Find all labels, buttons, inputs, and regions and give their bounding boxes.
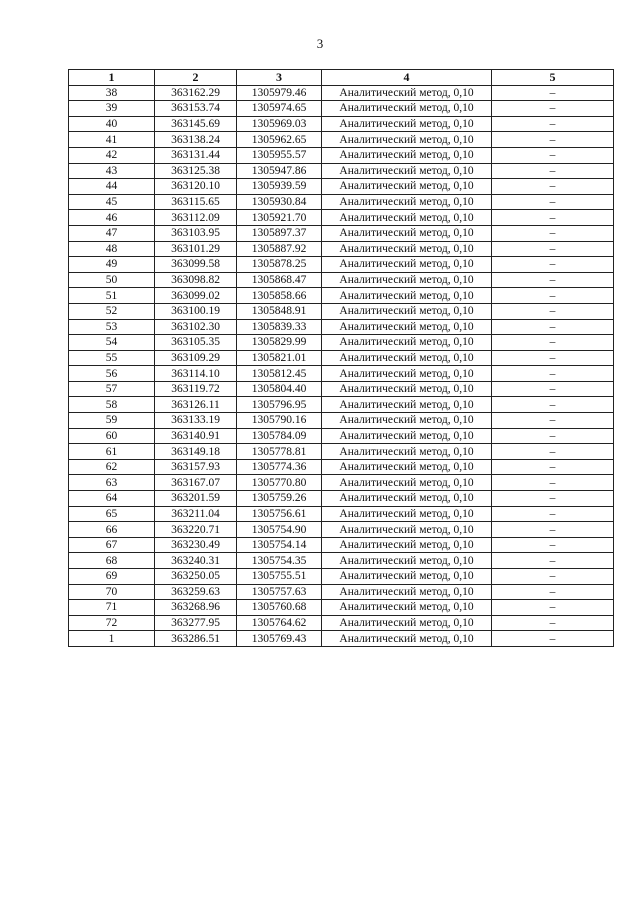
x-coordinate-cell: 363098.82 xyxy=(155,272,237,288)
x-coordinate-cell: 363259.63 xyxy=(155,584,237,600)
point-number-cell: 41 xyxy=(69,132,155,148)
note-cell: – xyxy=(492,491,614,507)
note-cell: – xyxy=(492,225,614,241)
method-cell: Аналитический метод, 0,10 xyxy=(322,522,492,538)
y-coordinate-cell: 1305839.33 xyxy=(237,319,322,335)
note-cell: – xyxy=(492,194,614,210)
method-cell: Аналитический метод, 0,10 xyxy=(322,350,492,366)
table-row xyxy=(69,428,614,444)
y-coordinate-cell: 1305878.25 xyxy=(237,257,322,273)
note-cell: – xyxy=(492,335,614,351)
table-row xyxy=(69,444,614,460)
method-cell: Аналитический метод, 0,10 xyxy=(322,210,492,226)
point-number-cell: 70 xyxy=(69,584,155,600)
note-cell: – xyxy=(492,116,614,132)
y-coordinate-cell: 1305778.81 xyxy=(237,444,322,460)
note-cell: – xyxy=(492,288,614,304)
note-cell: – xyxy=(492,132,614,148)
table-row xyxy=(69,303,614,319)
method-cell: Аналитический метод, 0,10 xyxy=(322,241,492,257)
note-cell: – xyxy=(492,163,614,179)
note-cell: – xyxy=(492,444,614,460)
method-cell: Аналитический метод, 0,10 xyxy=(322,459,492,475)
point-number-cell: 38 xyxy=(69,85,155,101)
point-number-cell: 58 xyxy=(69,397,155,413)
table-row xyxy=(69,132,614,148)
x-coordinate-cell: 363119.72 xyxy=(155,381,237,397)
point-number-cell: 64 xyxy=(69,491,155,507)
point-number-cell: 61 xyxy=(69,444,155,460)
note-cell: – xyxy=(492,241,614,257)
note-cell: – xyxy=(492,615,614,631)
method-cell: Аналитический метод, 0,10 xyxy=(322,444,492,460)
y-coordinate-cell: 1305969.03 xyxy=(237,116,322,132)
y-coordinate-cell: 1305759.26 xyxy=(237,491,322,507)
method-cell: Аналитический метод, 0,10 xyxy=(322,132,492,148)
y-coordinate-cell: 1305887.92 xyxy=(237,241,322,257)
y-coordinate-cell: 1305930.84 xyxy=(237,194,322,210)
x-coordinate-cell: 363131.44 xyxy=(155,147,237,163)
table-row xyxy=(69,506,614,522)
table-row xyxy=(69,584,614,600)
point-number-cell: 59 xyxy=(69,413,155,429)
x-coordinate-cell: 363109.29 xyxy=(155,350,237,366)
note-cell: – xyxy=(492,522,614,538)
method-cell: Аналитический метод, 0,10 xyxy=(322,366,492,382)
y-coordinate-cell: 1305756.61 xyxy=(237,506,322,522)
point-number-cell: 56 xyxy=(69,366,155,382)
method-cell: Аналитический метод, 0,10 xyxy=(322,272,492,288)
x-coordinate-cell: 363105.35 xyxy=(155,335,237,351)
note-cell: – xyxy=(492,101,614,117)
point-number-cell: 49 xyxy=(69,257,155,273)
column-header-5: 5 xyxy=(492,70,614,86)
note-cell: – xyxy=(492,584,614,600)
y-coordinate-cell: 1305796.95 xyxy=(237,397,322,413)
y-coordinate-cell: 1305754.90 xyxy=(237,522,322,538)
y-coordinate-cell: 1305848.91 xyxy=(237,303,322,319)
table-row xyxy=(69,522,614,538)
note-cell: – xyxy=(492,569,614,585)
y-coordinate-cell: 1305760.68 xyxy=(237,600,322,616)
point-number-cell: 66 xyxy=(69,522,155,538)
point-number-cell: 72 xyxy=(69,615,155,631)
method-cell: Аналитический метод, 0,10 xyxy=(322,257,492,273)
x-coordinate-cell: 363220.71 xyxy=(155,522,237,538)
x-coordinate-cell: 363268.96 xyxy=(155,600,237,616)
table-row xyxy=(69,491,614,507)
table-row xyxy=(69,194,614,210)
note-cell: – xyxy=(492,506,614,522)
point-number-cell: 67 xyxy=(69,537,155,553)
x-coordinate-cell: 363100.19 xyxy=(155,303,237,319)
point-number-cell: 45 xyxy=(69,194,155,210)
note-cell: – xyxy=(492,366,614,382)
y-coordinate-cell: 1305974.65 xyxy=(237,101,322,117)
x-coordinate-cell: 363115.65 xyxy=(155,194,237,210)
table-row xyxy=(69,225,614,241)
method-cell: Аналитический метод, 0,10 xyxy=(322,397,492,413)
note-cell: – xyxy=(492,272,614,288)
point-number-cell: 40 xyxy=(69,116,155,132)
point-number-cell: 65 xyxy=(69,506,155,522)
table-row xyxy=(69,537,614,553)
x-coordinate-cell: 363112.09 xyxy=(155,210,237,226)
method-cell: Аналитический метод, 0,10 xyxy=(322,179,492,195)
table-row xyxy=(69,615,614,631)
table-row xyxy=(69,163,614,179)
method-cell: Аналитический метод, 0,10 xyxy=(322,631,492,647)
y-coordinate-cell: 1305921.70 xyxy=(237,210,322,226)
point-number-cell: 48 xyxy=(69,241,155,257)
y-coordinate-cell: 1305955.57 xyxy=(237,147,322,163)
x-coordinate-cell: 363201.59 xyxy=(155,491,237,507)
method-cell: Аналитический метод, 0,10 xyxy=(322,116,492,132)
x-coordinate-cell: 363126.11 xyxy=(155,397,237,413)
point-number-cell: 68 xyxy=(69,553,155,569)
table-body xyxy=(69,85,614,646)
note-cell: – xyxy=(492,475,614,491)
x-coordinate-cell: 363157.93 xyxy=(155,459,237,475)
point-number-cell: 44 xyxy=(69,179,155,195)
method-cell: Аналитический метод, 0,10 xyxy=(322,615,492,631)
method-cell: Аналитический метод, 0,10 xyxy=(322,553,492,569)
y-coordinate-cell: 1305947.86 xyxy=(237,163,322,179)
point-number-cell: 54 xyxy=(69,335,155,351)
method-cell: Аналитический метод, 0,10 xyxy=(322,303,492,319)
x-coordinate-cell: 363103.95 xyxy=(155,225,237,241)
x-coordinate-cell: 363277.95 xyxy=(155,615,237,631)
method-cell: Аналитический метод, 0,10 xyxy=(322,288,492,304)
note-cell: – xyxy=(492,428,614,444)
point-number-cell: 1 xyxy=(69,631,155,647)
table-row xyxy=(69,257,614,273)
table-row xyxy=(69,381,614,397)
y-coordinate-cell: 1305755.51 xyxy=(237,569,322,585)
y-coordinate-cell: 1305764.62 xyxy=(237,615,322,631)
method-cell: Аналитический метод, 0,10 xyxy=(322,101,492,117)
table-row xyxy=(69,631,614,647)
y-coordinate-cell: 1305829.99 xyxy=(237,335,322,351)
table-row xyxy=(69,179,614,195)
method-cell: Аналитический метод, 0,10 xyxy=(322,584,492,600)
y-coordinate-cell: 1305812.45 xyxy=(237,366,322,382)
point-number-cell: 46 xyxy=(69,210,155,226)
note-cell: – xyxy=(492,319,614,335)
point-number-cell: 50 xyxy=(69,272,155,288)
table-row xyxy=(69,85,614,101)
y-coordinate-cell: 1305868.47 xyxy=(237,272,322,288)
table-row xyxy=(69,335,614,351)
method-cell: Аналитический метод, 0,10 xyxy=(322,381,492,397)
y-coordinate-cell: 1305939.59 xyxy=(237,179,322,195)
note-cell: – xyxy=(492,537,614,553)
y-coordinate-cell: 1305770.80 xyxy=(237,475,322,491)
point-number-cell: 62 xyxy=(69,459,155,475)
table-row xyxy=(69,569,614,585)
x-coordinate-cell: 363125.38 xyxy=(155,163,237,179)
table-row xyxy=(69,553,614,569)
x-coordinate-cell: 363133.19 xyxy=(155,413,237,429)
method-cell: Аналитический метод, 0,10 xyxy=(322,147,492,163)
table-row xyxy=(69,600,614,616)
method-cell: Аналитический метод, 0,10 xyxy=(322,537,492,553)
table-row xyxy=(69,397,614,413)
method-cell: Аналитический метод, 0,10 xyxy=(322,335,492,351)
x-coordinate-cell: 363099.58 xyxy=(155,257,237,273)
y-coordinate-cell: 1305774.36 xyxy=(237,459,322,475)
x-coordinate-cell: 363102.30 xyxy=(155,319,237,335)
method-cell: Аналитический метод, 0,10 xyxy=(322,428,492,444)
y-coordinate-cell: 1305897.37 xyxy=(237,225,322,241)
x-coordinate-cell: 363138.24 xyxy=(155,132,237,148)
table-row xyxy=(69,101,614,117)
coordinates-table xyxy=(68,69,614,647)
x-coordinate-cell: 363211.04 xyxy=(155,506,237,522)
y-coordinate-cell: 1305754.35 xyxy=(237,553,322,569)
x-coordinate-cell: 363250.05 xyxy=(155,569,237,585)
point-number-cell: 39 xyxy=(69,101,155,117)
method-cell: Аналитический метод, 0,10 xyxy=(322,225,492,241)
note-cell: – xyxy=(492,179,614,195)
column-header-1: 1 xyxy=(69,70,155,86)
method-cell: Аналитический метод, 0,10 xyxy=(322,85,492,101)
method-cell: Аналитический метод, 0,10 xyxy=(322,491,492,507)
point-number-cell: 55 xyxy=(69,350,155,366)
column-header-4: 4 xyxy=(322,70,492,86)
note-cell: – xyxy=(492,85,614,101)
column-header-2: 2 xyxy=(155,70,237,86)
note-cell: – xyxy=(492,459,614,475)
table-row xyxy=(69,366,614,382)
x-coordinate-cell: 363240.31 xyxy=(155,553,237,569)
table-row xyxy=(69,210,614,226)
y-coordinate-cell: 1305790.16 xyxy=(237,413,322,429)
note-cell: – xyxy=(492,350,614,366)
x-coordinate-cell: 363162.29 xyxy=(155,85,237,101)
point-number-cell: 53 xyxy=(69,319,155,335)
x-coordinate-cell: 363230.49 xyxy=(155,537,237,553)
point-number-cell: 43 xyxy=(69,163,155,179)
table-row xyxy=(69,413,614,429)
point-number-cell: 63 xyxy=(69,475,155,491)
table-row xyxy=(69,147,614,163)
method-cell: Аналитический метод, 0,10 xyxy=(322,413,492,429)
y-coordinate-cell: 1305757.63 xyxy=(237,584,322,600)
point-number-cell: 57 xyxy=(69,381,155,397)
note-cell: – xyxy=(492,303,614,319)
y-coordinate-cell: 1305804.40 xyxy=(237,381,322,397)
point-number-cell: 42 xyxy=(69,147,155,163)
table-row xyxy=(69,116,614,132)
note-cell: – xyxy=(492,631,614,647)
x-coordinate-cell: 363167.07 xyxy=(155,475,237,491)
method-cell: Аналитический метод, 0,10 xyxy=(322,475,492,491)
y-coordinate-cell: 1305962.65 xyxy=(237,132,322,148)
x-coordinate-cell: 363120.10 xyxy=(155,179,237,195)
table-row xyxy=(69,350,614,366)
table-row xyxy=(69,288,614,304)
page-number: 3 xyxy=(316,36,324,51)
table-row xyxy=(69,319,614,335)
x-coordinate-cell: 363145.69 xyxy=(155,116,237,132)
x-coordinate-cell: 363153.74 xyxy=(155,101,237,117)
x-coordinate-cell: 363101.29 xyxy=(155,241,237,257)
table-header-row xyxy=(69,70,614,86)
x-coordinate-cell: 363149.18 xyxy=(155,444,237,460)
method-cell: Аналитический метод, 0,10 xyxy=(322,194,492,210)
note-cell: – xyxy=(492,147,614,163)
note-cell: – xyxy=(492,397,614,413)
table-row xyxy=(69,459,614,475)
point-number-cell: 71 xyxy=(69,600,155,616)
y-coordinate-cell: 1305979.46 xyxy=(237,85,322,101)
column-header-3: 3 xyxy=(237,70,322,86)
point-number-cell: 69 xyxy=(69,569,155,585)
method-cell: Аналитический метод, 0,10 xyxy=(322,506,492,522)
x-coordinate-cell: 363140.91 xyxy=(155,428,237,444)
x-coordinate-cell: 363114.10 xyxy=(155,366,237,382)
note-cell: – xyxy=(492,210,614,226)
method-cell: Аналитический метод, 0,10 xyxy=(322,319,492,335)
y-coordinate-cell: 1305784.09 xyxy=(237,428,322,444)
x-coordinate-cell: 363286.51 xyxy=(155,631,237,647)
y-coordinate-cell: 1305858.66 xyxy=(237,288,322,304)
table-row xyxy=(69,241,614,257)
method-cell: Аналитический метод, 0,10 xyxy=(322,569,492,585)
y-coordinate-cell: 1305821.01 xyxy=(237,350,322,366)
point-number-cell: 60 xyxy=(69,428,155,444)
note-cell: – xyxy=(492,257,614,273)
method-cell: Аналитический метод, 0,10 xyxy=(322,600,492,616)
y-coordinate-cell: 1305769.43 xyxy=(237,631,322,647)
note-cell: – xyxy=(492,381,614,397)
point-number-cell: 51 xyxy=(69,288,155,304)
method-cell: Аналитический метод, 0,10 xyxy=(322,163,492,179)
point-number-cell: 47 xyxy=(69,225,155,241)
note-cell: – xyxy=(492,553,614,569)
point-number-cell: 52 xyxy=(69,303,155,319)
note-cell: – xyxy=(492,600,614,616)
note-cell: – xyxy=(492,413,614,429)
x-coordinate-cell: 363099.02 xyxy=(155,288,237,304)
table-row xyxy=(69,272,614,288)
y-coordinate-cell: 1305754.14 xyxy=(237,537,322,553)
table-row xyxy=(69,475,614,491)
